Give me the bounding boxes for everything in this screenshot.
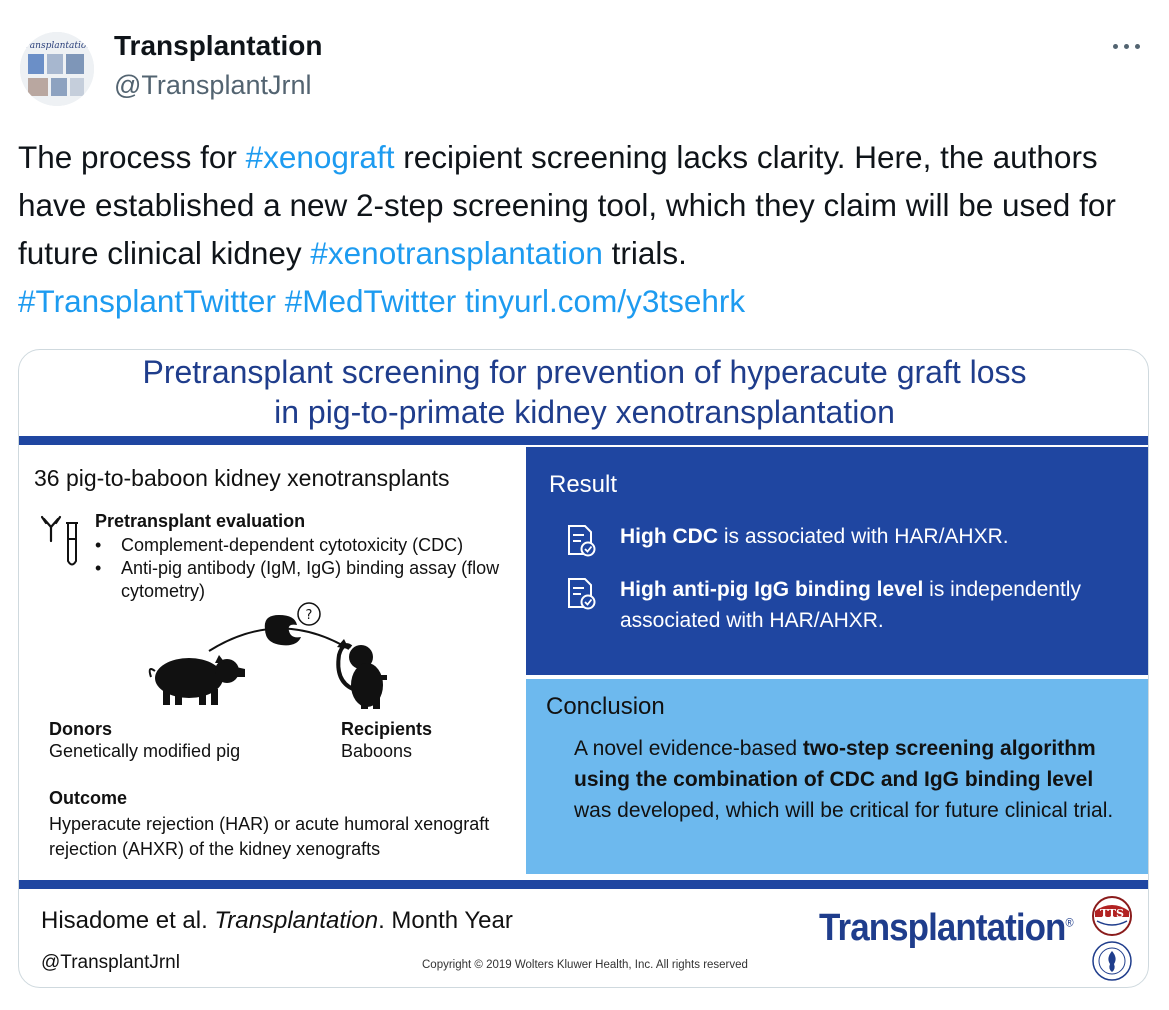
evaluation-item: • Anti-pig antibody (IgM, IgG) binding assay (flow cytometry) (95, 557, 515, 603)
tweet-text-segment (276, 283, 285, 319)
study-heading: 36 pig-to-baboon kidney xenotransplants (34, 465, 450, 491)
more-button[interactable] (1111, 34, 1147, 58)
donors-heading: Donors (49, 719, 112, 739)
tts-seal-text: TTS (1100, 907, 1124, 920)
hashtag-medtwitter[interactable]: #MedTwitter (284, 283, 457, 319)
question-mark-icon (298, 603, 320, 625)
conclusion-text-post: was developed, which will be critical for future clinical trial. (574, 799, 1114, 822)
question-mark: ? (305, 608, 313, 623)
result-panel (526, 447, 1148, 675)
divider-bar-bottom (19, 880, 1149, 889)
checklist-icon (566, 523, 596, 557)
baboon-icon (338, 645, 387, 709)
donors-value: Genetically modified pig (49, 741, 241, 761)
infographic (19, 350, 1149, 988)
infographic-title (19, 352, 1149, 432)
divider-bar-top (19, 436, 1149, 445)
tweet-header (18, 28, 1153, 108)
test-tube-icon (66, 523, 78, 565)
pig-to-baboon-illustration (139, 585, 409, 715)
conclusion-text (574, 733, 1134, 826)
infographic-title-line-2: in pig-to-primate kidney xenotransplantation (274, 394, 895, 430)
more-horizontal-icon (1124, 44, 1129, 49)
pig-icon (150, 655, 245, 705)
journal-logo (819, 907, 1074, 950)
outcome-heading: Outcome (49, 788, 128, 808)
result-item-bold: High anti-pig IgG binding level (620, 578, 924, 601)
infographic-title-line-1: Pretransplant screening for prevention of hyperacute graft loss (142, 354, 1027, 390)
result-item-text: is associated with HAR/AHXR. (718, 525, 1009, 548)
conclusion-panel (526, 679, 1148, 874)
avatar-wordmark: transplantation (21, 41, 93, 51)
citation-authors: Hisadome et al. (41, 907, 215, 934)
result-item-bold: High CDC (620, 525, 718, 548)
journal-logo-text: Transplantation (819, 907, 1066, 949)
tweet-link[interactable]: tinyurl.com/y3tsehrk (465, 283, 746, 319)
more-horizontal-icon (1135, 44, 1140, 49)
author-name[interactable]: Transplantation (114, 30, 323, 61)
checklist-icon (566, 576, 596, 610)
tweet-media-card[interactable] (18, 349, 1149, 988)
tweet-text (18, 133, 1148, 325)
hashtag-transplanttwitter[interactable]: #TransplantTwitter (18, 283, 276, 319)
conclusion-heading: Conclusion (546, 693, 665, 720)
antibody-test-tube-icon (41, 515, 81, 571)
evaluation-item: • Complement-dependent cytotoxicity (CDC) (95, 534, 515, 557)
avatar-image (20, 32, 94, 106)
citation-date: . Month Year (378, 907, 513, 934)
evaluation-heading: Pretransplant evaluation (95, 511, 306, 531)
citation-journal: Transplantation (214, 907, 379, 934)
copyright: Copyright © 2019 Wolters Kluwer Health, Inc. All rights reserved (422, 959, 748, 971)
more-horizontal-icon (1113, 44, 1118, 49)
author-avatar[interactable] (20, 32, 94, 106)
study-panel (19, 445, 524, 880)
author-handle[interactable]: @TransplantJrnl (114, 70, 312, 100)
tweet-text-segment (456, 283, 465, 319)
hashtag-xenotransplantation[interactable]: #xenotransplantation (310, 235, 603, 271)
result-item (566, 521, 1136, 552)
antibody-icon (42, 517, 60, 541)
hashtag-xenograft[interactable]: #xenograft (245, 139, 395, 175)
result-item-text: is independently associated with HAR/AHXR. (620, 578, 1081, 632)
tweet-text-segment: The process for (18, 139, 246, 175)
conclusion-text-pre: A novel evidence-based (574, 737, 803, 760)
society-seal-icon (1091, 940, 1133, 982)
result-heading: Result (549, 471, 618, 498)
tweet-text-segment: recipient screening lacks clarity. Here, the authors have established a new 2-step screening tool, which they claim will be used for future clinical kidney (18, 139, 1116, 271)
outcome-text: Hyperacute rejection (HAR) or acute humoral xenograft rejection (AHXR) of the kidney xenografts (49, 814, 490, 859)
registered-mark: ® (1065, 915, 1074, 930)
citation (41, 907, 513, 935)
tts-seal-icon (1091, 895, 1133, 937)
result-item (566, 574, 1136, 636)
conclusion-text-bold: two-step screening algorithm using the combination of CDC and IgG binding level (574, 737, 1096, 791)
footer-handle: @TransplantJrnl (41, 952, 180, 973)
recipients-heading: Recipients (341, 719, 433, 739)
recipients-value: Baboons (341, 741, 413, 761)
tweet-text-segment: trials. (602, 235, 687, 271)
